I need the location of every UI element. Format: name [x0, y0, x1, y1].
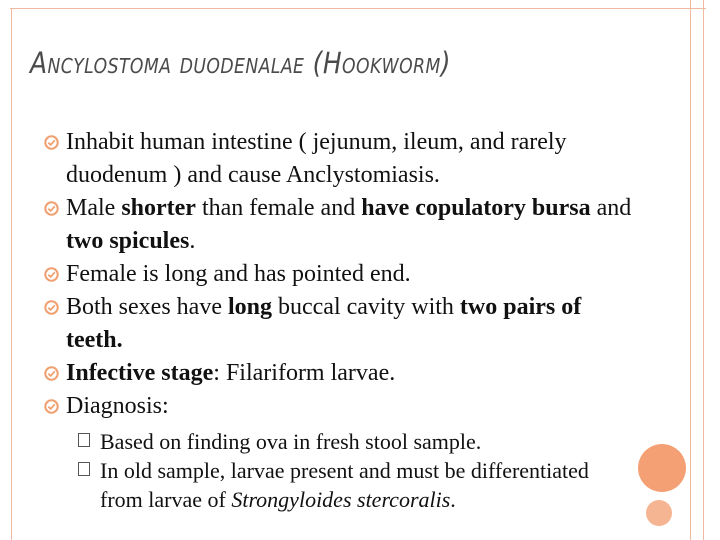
- square-box-icon: [78, 462, 90, 476]
- accent-circle-small-decoration: [646, 500, 672, 526]
- circle-check-icon: [44, 135, 59, 150]
- bullet-item: [44, 291, 634, 357]
- circle-check-icon: [44, 366, 59, 381]
- bullet-text-run: Male: [66, 195, 122, 221]
- sub-bullet-item: [74, 456, 634, 514]
- bullet-item: [44, 390, 634, 423]
- bullet-text: [66, 294, 581, 353]
- bullet-text-run: Diagnosis:: [66, 393, 169, 419]
- bullet-text-run: than female and: [195, 195, 362, 221]
- circle-check-icon: [44, 267, 59, 282]
- bullet-item: [44, 192, 634, 258]
- sub-bullet-list: [74, 427, 634, 514]
- circle-check-icon: [44, 399, 59, 414]
- sub-bullet-item: [74, 427, 634, 456]
- bullet-text: [66, 393, 169, 419]
- bullet-text-run: Both sexes have: [66, 294, 228, 320]
- bullet-text-run: and: [590, 195, 632, 221]
- sub-bullet-text: [100, 429, 481, 454]
- bullet-text-run: two pairs of teeth.: [66, 294, 582, 353]
- bullet-text: [66, 129, 567, 188]
- bullet-text-run: Strongyloides stercoralis: [231, 487, 451, 512]
- bullet-text: [66, 261, 411, 287]
- bullet-text-run: .: [450, 487, 456, 512]
- frame-line-left: [11, 8, 12, 540]
- bullet-text-run: In old sample, larvae present and must be differentiated from larvae of: [100, 458, 589, 512]
- bullet-text-run: Based on finding ova in fresh stool sample.: [100, 429, 482, 454]
- bullet-text-run: have copulatory bursa: [361, 195, 591, 221]
- accent-circle-decoration: [638, 444, 686, 492]
- circle-check-icon: [44, 300, 59, 315]
- bullet-item: [44, 357, 634, 390]
- bullet-text: [66, 360, 395, 386]
- bullet-text-run: : Filariform larvae.: [213, 360, 396, 386]
- square-box-icon: [78, 433, 90, 447]
- bullet-text-run: shorter: [121, 195, 196, 221]
- frame-line-right-inner: [690, 0, 691, 540]
- bullet-text-run: Infective stage: [66, 360, 214, 386]
- bullet-text-run: Female is long and has pointed end.: [66, 261, 411, 287]
- bullet-item: [44, 126, 634, 192]
- frame-line-right-outer: [703, 0, 704, 540]
- bullet-text-run: Inhabit human intestine ( jejunum, ileum, and rarely duodenum ) and cause Anclystomiasis.: [66, 129, 567, 188]
- bullet-text-run: buccal cavity with: [271, 294, 460, 320]
- bullet-text-run: long: [227, 294, 272, 320]
- frame-line-top: [10, 8, 706, 9]
- slide-title: Ancylostoma duodenalae (Hookworm): [30, 46, 451, 80]
- sub-bullet-text: [100, 458, 589, 512]
- bullet-list: [44, 126, 634, 514]
- circle-check-icon: [44, 201, 59, 216]
- bullet-text-run: two spicules: [66, 228, 190, 254]
- bullet-item: [44, 258, 634, 291]
- bullet-text-run: .: [189, 228, 196, 254]
- bullet-text: [66, 195, 631, 254]
